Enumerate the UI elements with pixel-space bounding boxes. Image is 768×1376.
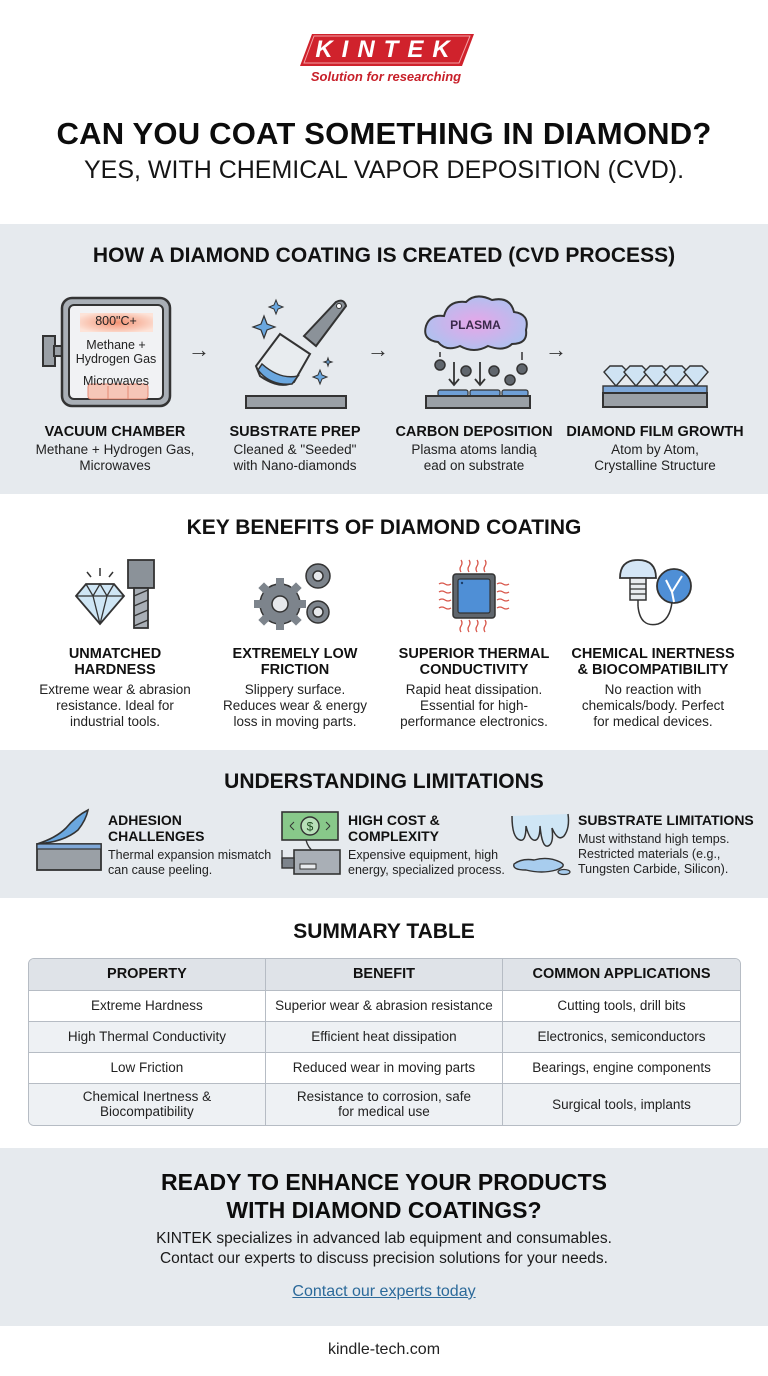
page-title: CAN YOU COAT SOMETHING IN DIAMOND?: [56, 116, 712, 151]
cell-benefit: Superior wear & abrasion resistance: [265, 990, 502, 1021]
process-step-carbon-deposition: CARBON DEPOSITION Plasma atoms landią ead on substrate: [395, 424, 553, 473]
chamber-gas-label: Methane + Hydrogen Gas: [75, 338, 157, 366]
cell-benefit: Reduced wear in moving parts: [265, 1052, 502, 1083]
paintbrush-icon: [240, 296, 350, 411]
column-header-benefit: BENEFIT: [265, 959, 502, 990]
cell-property: Chemical Inertness & Biocompatibility: [29, 1083, 265, 1125]
cell-applications: Bearings, engine components: [503, 1052, 740, 1083]
limitation-substrate: SUBSTRATE LIMITATIONS Must withstand high temps. Restricted materials (e.g., Tungsten Carbide, Silicon).: [578, 812, 754, 876]
plasma-label: PLASMA: [450, 318, 501, 332]
arrow-right-icon: →: [367, 337, 389, 362]
chamber-microwaves-label: Microwaves: [83, 374, 149, 388]
implant-icon: [612, 556, 702, 636]
page-subtitle: YES, WITH CHEMICAL VAPOR DEPOSITION (CVD).: [83, 156, 685, 184]
cell-applications: Electronics, semiconductors: [503, 1021, 740, 1052]
cell-property: High Thermal Conductivity: [29, 1021, 265, 1052]
table-row: [29, 1021, 740, 1052]
cta-title: READY TO ENHANCE YOUR PRODUCTS WITH DIAMOND COATINGS?: [160, 1169, 607, 1223]
cvd-process-title: HOW A DIAMOND COATING IS CREATED (CVD PROCESS): [92, 244, 676, 267]
process-step-vacuum-chamber: VACUUM CHAMBER Methane + Hydrogen Gas, Microwaves: [35, 424, 195, 473]
logo-tagline: Solution for researching: [310, 69, 462, 84]
table-row: [29, 990, 740, 1021]
cell-applications: Surgical tools, implants: [503, 1083, 740, 1125]
cell-applications: Cutting tools, drill bits: [503, 990, 740, 1021]
footer-domain: kindle-tech.com: [327, 1341, 441, 1358]
kintek-logo: [298, 32, 476, 68]
chamber-temp-label: 800"C+: [95, 314, 137, 328]
contact-experts-link[interactable]: Contact our experts today: [292, 1283, 476, 1300]
table-header-row: [29, 959, 740, 990]
column-header-property: PROPERTY: [29, 959, 265, 990]
table-row: [29, 1083, 740, 1125]
limitation-high-cost: HIGH COST & COMPLEXITY Expensive equipment, high energy, specialized process.: [348, 812, 505, 877]
cta-description: KINTEK specializes in advanced lab equipment and consumables. Contact our experts to discuss precision solutions for your needs.: [156, 1230, 612, 1267]
table-row: [29, 1052, 740, 1083]
limitation-adhesion: ADHESION CHALLENGES Thermal expansion mismatch can cause peeling.: [108, 812, 272, 877]
benefits-section: [0, 494, 768, 750]
cvd-process-section: [0, 224, 768, 494]
arrow-right-icon: →: [545, 337, 567, 362]
summary-table: [28, 958, 741, 1126]
plasma-cloud-icon: [418, 292, 533, 412]
benefit-chemical-inertness: CHEMICAL INERTNESS & BIOCOMPATIBILITY No reaction with chemicals/body. Perfect for medical devices.: [571, 646, 735, 729]
melting-substrate-icon: [508, 812, 574, 878]
cell-property: Extreme Hardness: [29, 990, 265, 1021]
limitations-section: [0, 750, 768, 898]
cell-benefit: Resistance to corrosion, safe for medical use: [265, 1083, 502, 1125]
process-step-substrate-prep: SUBSTRATE PREP Cleaned & "Seeded" with Nano-diamonds: [229, 424, 361, 473]
gears-icon: [250, 556, 340, 636]
money-machine-icon: [278, 808, 344, 878]
diamond-film-icon: [600, 364, 710, 414]
diamond-drill-icon: [70, 556, 160, 636]
benefit-thermal-conductivity: SUPERIOR THERMAL CONDUCTIVITY Rapid heat dissipation. Essential for high- performance electronics.: [398, 646, 550, 729]
limitations-title: UNDERSTANDING LIMITATIONS: [224, 770, 544, 793]
cell-benefit: Efficient heat dissipation: [265, 1021, 502, 1052]
peeling-layer-icon: [34, 806, 104, 876]
svg-text:$: $: [306, 819, 314, 834]
logo-text: KINTEK: [315, 36, 459, 63]
benefits-title: KEY BENEFITS OF DIAMOND COATING: [186, 516, 582, 539]
arrow-right-icon: →: [188, 337, 210, 362]
chip-heat-icon: [435, 556, 515, 636]
cell-property: Low Friction: [29, 1052, 265, 1083]
benefit-low-friction: EXTREMELY LOW FRICTION Slippery surface. Reduces wear & energy loss in moving parts.: [222, 646, 368, 729]
process-step-diamond-film-growth: DIAMOND FILM GROWTH Atom by Atom, Crystalline Structure: [566, 424, 744, 473]
benefit-hardness: UNMATCHED HARDNESS Extreme wear & abrasion resistance. Ideal for industrial tools.: [39, 646, 191, 729]
column-header-applications: COMMON APPLICATIONS: [503, 959, 740, 990]
vacuum-chamber-icon: [40, 296, 175, 411]
summary-title: SUMMARY TABLE: [293, 920, 475, 943]
